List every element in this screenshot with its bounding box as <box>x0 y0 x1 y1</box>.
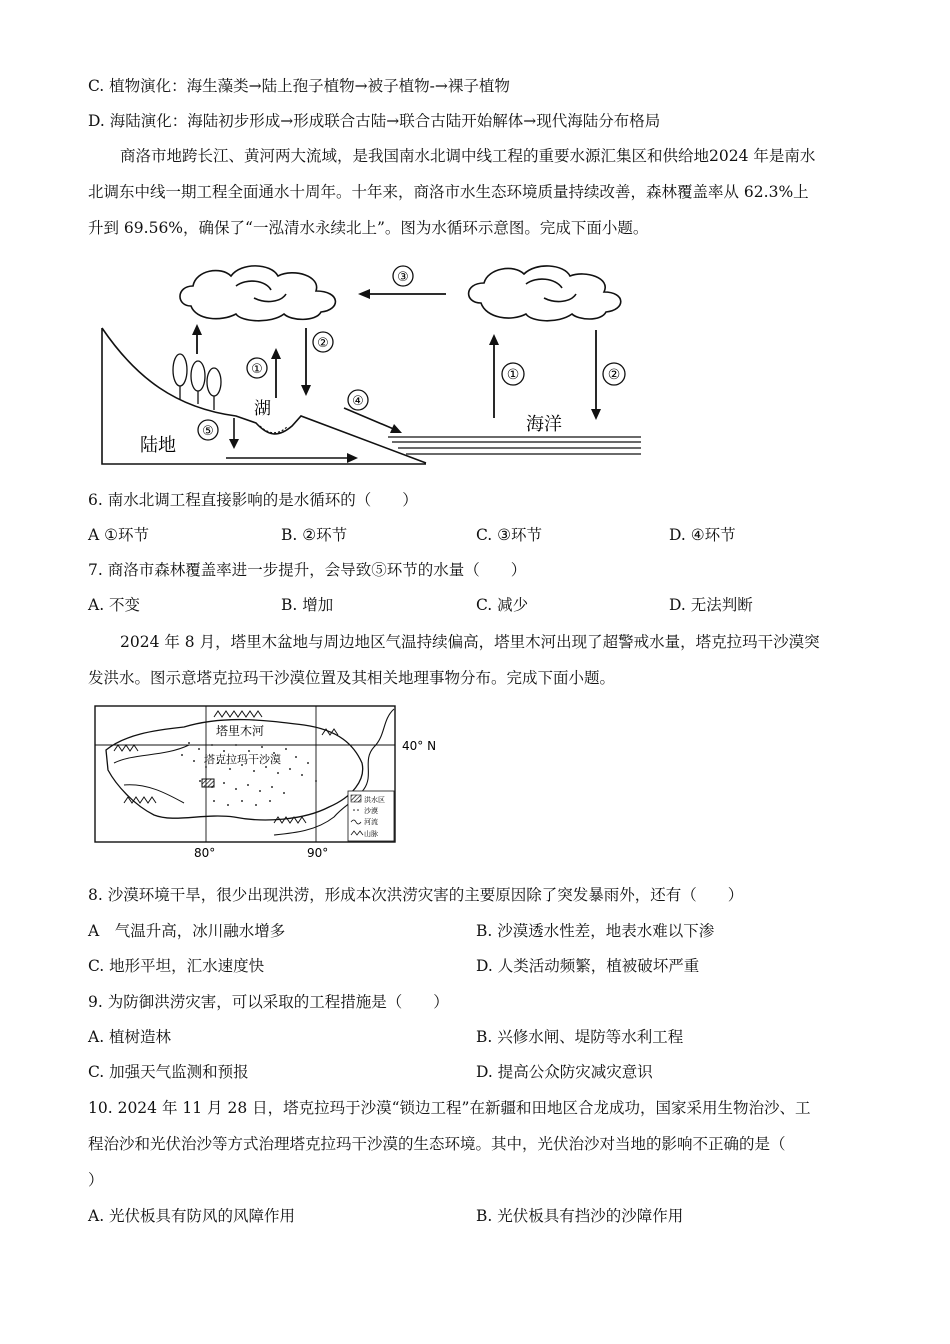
q7-option-a: A. 不变 <box>88 596 141 614</box>
legend-river: 河流 <box>364 818 378 826</box>
q10-option-b: B. 光伏板具有挡沙的沙障作用 <box>476 1207 684 1225</box>
q9-option-b: B. 兴修水闸、堤防等水利工程 <box>476 1028 684 1046</box>
passage2-line2: 发洪水。图示意塔克拉玛干沙漠位置及其相关地理事物分布。完成下面小题。 <box>88 669 616 687</box>
water-cycle-figure <box>96 258 641 470</box>
desert-label: 塔克拉玛干沙漠 <box>204 753 281 766</box>
label-1-land: ① <box>251 362 263 377</box>
q9-stem: 9. 为防御洪涝灾害，可以采取的工程措施是（ ） <box>88 993 449 1011</box>
q9-option-d: D. 提高公众防灾减灾意识 <box>476 1063 653 1081</box>
land-label: 陆地 <box>140 435 176 456</box>
passage1-line2: 北调东中线一期工程全面通水十周年。十年来，商洛市水生态环境质量持续改善，森林覆盖率从 62.3%上 <box>88 183 809 201</box>
q8-option-b: B. 沙漠透水性差，地表水难以下渗 <box>476 922 715 940</box>
river-label: 塔里木河 <box>216 724 265 738</box>
taklimakan-map <box>94 705 454 860</box>
q6-option-d: D. ④环节 <box>669 526 736 544</box>
legend-mountain: 山脉 <box>364 830 378 838</box>
q8-option-d: D. 人类活动频繁，植被破坏严重 <box>476 957 700 975</box>
q10-line2: 程治沙和光伏治沙等方式治理塔克拉玛干沙漠的生态环境。其中，光伏治沙对当地的影响不正确的是（ <box>88 1135 786 1153</box>
label-3: ③ <box>397 270 409 285</box>
passage2-line1: 2024 年 8 月，塔里木盆地与周边地区气温持续偏高，塔里木河出现了超警戒水量，塔克拉玛干沙漠突 <box>120 633 820 651</box>
label-2-ocean: ② <box>607 367 621 383</box>
q8-stem: 8. 沙漠环境干旱，很少出现洪涝，形成本次洪涝灾害的主要原因除了突发暴雨外，还有（ ） <box>88 886 744 904</box>
label-1-ocean: ① <box>506 367 520 383</box>
q8-option-c: C. 地形平坦，汇水速度快 <box>88 957 265 975</box>
longitude-90: 90° <box>307 846 329 860</box>
q9-option-c: C. 加强天气监测和预报 <box>88 1063 249 1081</box>
q7-stem: 7. 商洛市森林覆盖率进一步提升，会导致⑤环节的水量（ ） <box>88 561 527 579</box>
q6-stem: 6. 南水北调工程直接影响的是水循环的（ ） <box>88 491 418 509</box>
q7-option-b: B. 增加 <box>281 596 334 614</box>
ocean-label: 海洋 <box>526 414 562 435</box>
legend-flood: 洪水区 <box>364 796 385 804</box>
q6-option-c: C. ③环节 <box>476 526 543 544</box>
latitude-label: 40° N <box>402 739 437 753</box>
q9-option-a: A. 植树造林 <box>88 1028 172 1046</box>
q7-option-d: D. 无法判断 <box>669 596 753 614</box>
q6-option-b: B. ②环节 <box>281 526 348 544</box>
q5-option-d: D. 海陆演化：海陆初步形成→形成联合古陆→联合古陆开始解体→现代海陆分布格局 <box>88 112 661 130</box>
label-4: ④ <box>352 394 364 409</box>
q5-option-c: C. 植物演化：海生藻类→陆上孢子植物→被子植物-→裸子植物 <box>88 77 510 95</box>
label-2-land: ② <box>317 336 329 351</box>
q10-line1: 10. 2024 年 11 月 28 日，塔克拉玛于沙漠“锁边工程”在新疆和田地区合龙成功，国家采用生物治沙、工 <box>88 1099 811 1117</box>
q8-option-a: A 气温升高，冰川融水增多 <box>88 922 286 940</box>
map-legend <box>348 791 394 841</box>
label-5: ⑤ <box>202 424 214 439</box>
ocean-cloud <box>469 266 621 321</box>
passage1-line1: 商洛市地跨长江、黄河两大流域，是我国南水北调中线工程的重要水源汇集区和供给地2024 年是南水 <box>120 147 816 165</box>
q10-option-a: A. 光伏板具有防风的风障作用 <box>88 1207 296 1225</box>
flood-zone <box>202 779 214 787</box>
longitude-80: 80° <box>194 846 216 860</box>
q6-option-a: A ①环节 <box>88 526 150 544</box>
q7-option-c: C. 减少 <box>476 596 529 614</box>
forest-trees <box>173 354 221 410</box>
passage1-line3: 升到 69.56%，确保了“一泓清水永续北上”。图为水循环示意图。完成下面小题。 <box>88 219 649 237</box>
land-cloud <box>180 266 335 321</box>
q10-line3: ） <box>88 1171 104 1189</box>
legend-desert: 沙漠 <box>364 807 378 815</box>
ocean-surface <box>388 437 641 454</box>
lake-label: 湖 <box>254 399 271 419</box>
